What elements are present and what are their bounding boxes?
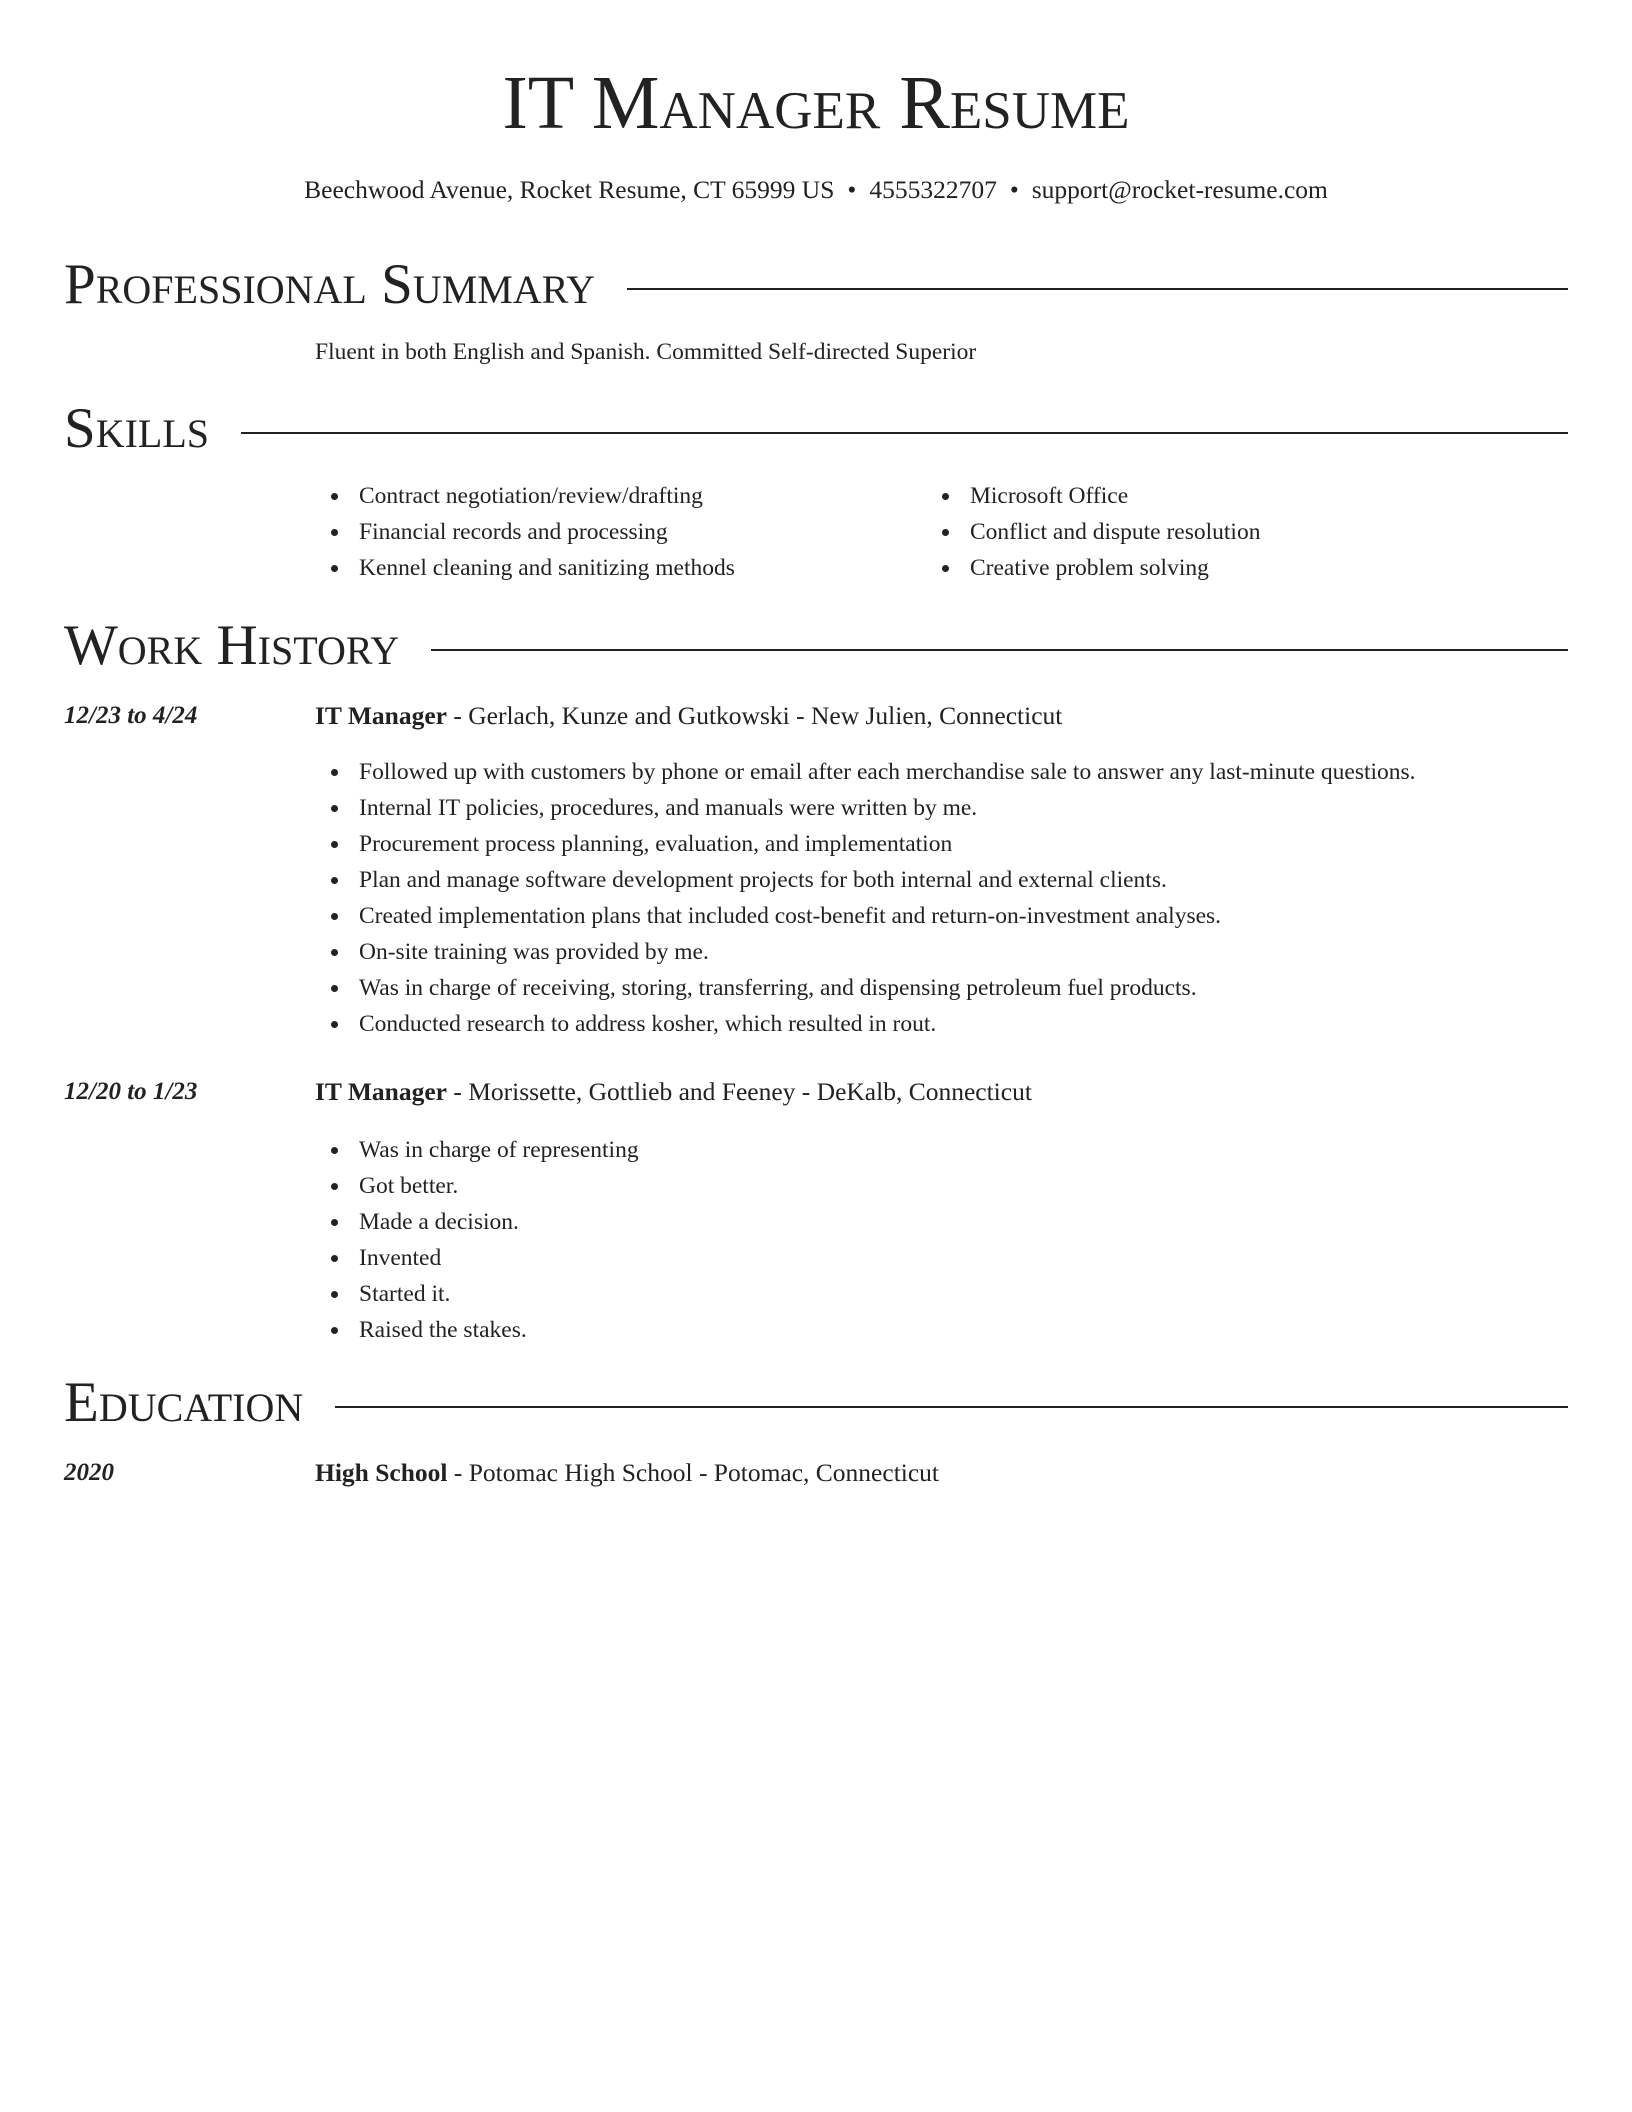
job-bullet: Created implementation plans that included cost-benefit and return-on-investment analyses. bbox=[315, 898, 1568, 934]
job-bullet: Internal IT policies, procedures, and manuals were written by me. bbox=[315, 790, 1568, 826]
bullet-dot bbox=[331, 1219, 338, 1226]
summary-heading: Professional Summary bbox=[64, 253, 596, 316]
bullet-dot bbox=[331, 1021, 338, 1028]
bullet-dot bbox=[331, 985, 338, 992]
bullet-dot bbox=[331, 529, 338, 536]
job-title: IT Manager bbox=[315, 701, 447, 730]
bullet-dot bbox=[331, 565, 338, 572]
job-bullet: Plan and manage software development projects for both internal and external clients. bbox=[315, 862, 1568, 898]
skills-section-header bbox=[64, 394, 1568, 464]
job-bullets bbox=[315, 1132, 1568, 1348]
education-degree: High School bbox=[315, 1458, 448, 1487]
skill-item: Microsoft Office bbox=[926, 478, 1526, 514]
contact-line bbox=[64, 172, 1568, 208]
work-heading: Work History bbox=[64, 614, 400, 677]
bullet-dot bbox=[942, 529, 949, 536]
job-dates: 12/23 to 4/24 bbox=[64, 702, 198, 729]
skill-item: Creative problem solving bbox=[926, 550, 1526, 586]
job-bullet: Was in charge of receiving, storing, transferring, and dispensing petroleum fuel products. bbox=[315, 970, 1568, 1006]
summary-section-header bbox=[64, 250, 1568, 320]
bullet-dot bbox=[942, 493, 949, 500]
section-divider bbox=[627, 288, 1568, 290]
bullet-dot bbox=[331, 1327, 338, 1334]
job-bullets bbox=[315, 754, 1568, 1042]
contact-email: support@rocket-resume.com bbox=[1031, 175, 1328, 204]
section-divider bbox=[431, 649, 1568, 651]
bullet-dot bbox=[331, 949, 338, 956]
job-title: IT Manager bbox=[315, 1077, 447, 1106]
bullet-dot bbox=[331, 877, 338, 884]
contact-phone: 4555322707 bbox=[869, 175, 997, 204]
bullet-dot bbox=[331, 769, 338, 776]
contact-address: Beechwood Avenue, Rocket Resume, CT 65999 US bbox=[304, 175, 835, 204]
bullet-dot bbox=[331, 493, 338, 500]
bullet-dot bbox=[331, 913, 338, 920]
education-heading: Education bbox=[64, 1371, 304, 1434]
bullet-dot bbox=[942, 565, 949, 572]
section-divider bbox=[335, 1406, 1568, 1408]
bullet-dot bbox=[331, 841, 338, 848]
bullet-dot bbox=[331, 1147, 338, 1154]
skill-item: Financial records and processing bbox=[315, 514, 915, 550]
work-section-header bbox=[64, 611, 1568, 681]
skills-heading: Skills bbox=[64, 397, 210, 460]
section-divider bbox=[241, 432, 1568, 434]
job-bullet: On-site training was provided by me. bbox=[315, 934, 1568, 970]
job-bullet: Followed up with customers by phone or email after each merchandise sale to answer any last-minute questions. bbox=[315, 754, 1568, 790]
job-bullet: Made a decision. bbox=[315, 1204, 1568, 1240]
skill-item: Conflict and dispute resolution bbox=[926, 514, 1526, 550]
contact-separator: • bbox=[1009, 175, 1019, 204]
job-bullet: Procurement process planning, evaluation, and implementation bbox=[315, 826, 1568, 862]
job-bullet: Started it. bbox=[315, 1276, 1568, 1312]
job-bullet: Invented bbox=[315, 1240, 1568, 1276]
skill-item: Kennel cleaning and sanitizing methods bbox=[315, 550, 915, 586]
summary-text: Fluent in both English and Spanish. Committed Self-directed Superior bbox=[315, 339, 977, 365]
education-school: - Potomac High School - Potomac, Connecticut bbox=[447, 1458, 940, 1487]
skills-list-right bbox=[926, 478, 1526, 586]
job-bullet: Got better. bbox=[315, 1168, 1568, 1204]
bullet-dot bbox=[331, 1291, 338, 1298]
bullet-dot bbox=[331, 805, 338, 812]
job-title-line bbox=[315, 1074, 1032, 1110]
job-title-line bbox=[315, 698, 1062, 734]
skill-item: Contract negotiation/review/drafting bbox=[315, 478, 915, 514]
job-employer: - Morissette, Gottlieb and Feeney - DeKalb, Connecticut bbox=[446, 1077, 1032, 1106]
job-employer: - Gerlach, Kunze and Gutkowski - New Julien, Connecticut bbox=[446, 701, 1063, 730]
education-year: 2020 bbox=[64, 1459, 114, 1486]
contact-separator: • bbox=[847, 175, 857, 204]
job-dates: 12/20 to 1/23 bbox=[64, 1078, 198, 1105]
job-bullet: Was in charge of representing bbox=[315, 1132, 1568, 1168]
job-bullet: Raised the stakes. bbox=[315, 1312, 1568, 1348]
bullet-dot bbox=[331, 1183, 338, 1190]
education-line bbox=[315, 1455, 939, 1491]
resume-title: IT Manager Resume bbox=[502, 61, 1130, 145]
job-bullet: Conducted research to address kosher, which resulted in rout. bbox=[315, 1006, 1568, 1042]
skills-list-left bbox=[315, 478, 915, 586]
education-section-header bbox=[64, 1368, 1568, 1438]
bullet-dot bbox=[331, 1255, 338, 1262]
